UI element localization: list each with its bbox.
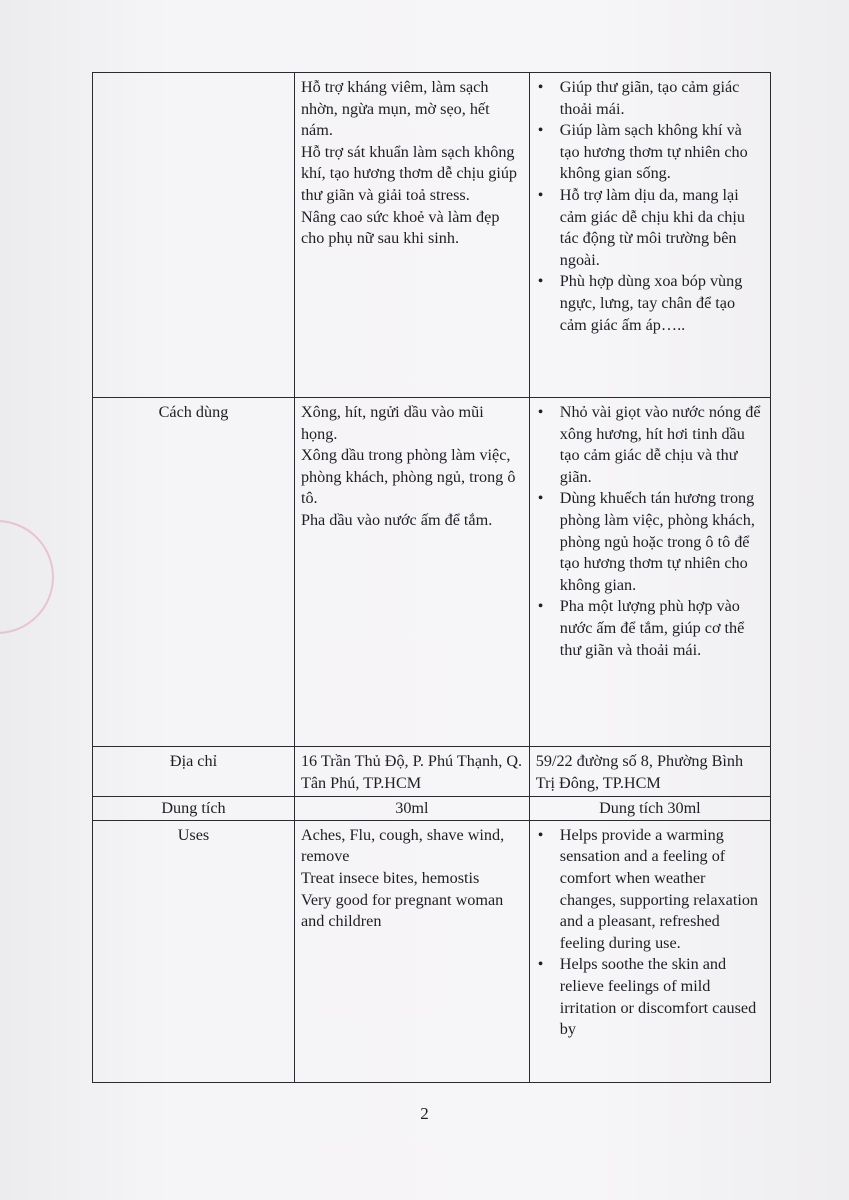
col2-cell	[294, 73, 529, 398]
col3-cell: 59/22 đường số 8, Phường Bình Trị Đông, TP.HCM	[529, 747, 770, 797]
col3-cell	[529, 820, 770, 1082]
row-label: Cách dùng	[93, 398, 295, 747]
page-number: 2	[420, 1104, 429, 1123]
col3-cell: Dung tích 30ml	[529, 797, 770, 821]
bullet-list	[536, 77, 764, 336]
list-item: • Giúp thư giãn, tạo cảm giác thoải mái.	[560, 77, 764, 120]
col3-cell	[529, 398, 770, 747]
table-row-volume	[93, 797, 771, 821]
list-item: • Helps soothe the skin and relieve feelings of mild irritation or discomfort caused by	[560, 954, 764, 1040]
row-label: Dung tích	[93, 797, 295, 821]
list-item: • Dùng khuếch tán hương trong phòng làm việc, phòng khách, phòng ngủ hoặc trong ô tô để tạo hương thơm tự nhiên cho không gian.	[560, 488, 764, 596]
table-row-address	[93, 747, 771, 797]
table-row-uses	[93, 820, 771, 1082]
col3-cell	[529, 73, 770, 398]
text-line: Nâng cao sức khoẻ và làm đẹp cho phụ nữ sau khi sinh.	[300, 207, 500, 248]
col2-cell	[294, 398, 529, 747]
row-label	[93, 73, 295, 398]
text-line: Hỗ trợ sát khuẩn làm sạch không khí, tạo hương thơm dễ chịu giúp thư giãn và giải toả stress.	[300, 142, 518, 204]
list-item: • Phù hợp dùng xoa bóp vùng ngực, lưng, tay chân để tạo cảm giác ấm áp…..	[560, 271, 764, 336]
text-line: Aches, Flu, cough, shave wind, remove	[300, 825, 505, 866]
list-item: • Hỗ trợ làm dịu da, mang lại cảm giác dễ chịu khi da chịu tác động từ môi trường bên ngoài.	[560, 185, 764, 271]
list-item: • Helps provide a warming sensation and a feeling of comfort when weather changes, supporting relaxation and a pleasant, refreshed feeling during use.	[560, 825, 764, 955]
list-item: • Nhỏ vài giọt vào nước nóng để xông hương, hít hơi tinh dầu tạo cảm giác dễ chịu và thư giãn.	[560, 402, 764, 488]
table-row-usage	[93, 398, 771, 747]
text-line: Very good for pregnant woman and children	[300, 890, 504, 931]
row-label: Địa chỉ	[93, 747, 295, 797]
text-line: Xông, hít, ngửi dầu vào mũi họng.	[300, 403, 484, 443]
text-line: Treat insece bites, hemostis	[300, 868, 480, 887]
text-line: Hỗ trợ kháng viêm, làm sạch nhờn, ngừa mụn, mờ sẹo, hết nám.	[300, 78, 490, 140]
row-label: Uses	[93, 820, 295, 1082]
comparison-table	[92, 72, 771, 1083]
col2-cell	[294, 820, 529, 1082]
text-line: Xông dầu trong phòng làm việc, phòng khách, phòng ngủ, trong ô tô.	[300, 446, 516, 508]
text-line: Pha dầu vào nước ấm để tắm.	[300, 510, 493, 529]
bullet-list	[536, 825, 764, 1041]
col2-cell: 16 Trần Thủ Độ, P. Phú Thạnh, Q. Tân Phú, TP.HCM	[294, 747, 529, 797]
col2-cell: 30ml	[294, 797, 529, 821]
table-row-benefits	[93, 73, 771, 398]
list-item: • Pha một lượng phù hợp vào nước ấm để tắm, giúp cơ thể thư giãn và thoải mái.	[560, 596, 764, 661]
stamp-seal-fragment	[0, 520, 54, 634]
list-item: • Giúp làm sạch không khí và tạo hương thơm tự nhiên cho không gian sống.	[560, 120, 764, 185]
bullet-list	[536, 402, 764, 661]
